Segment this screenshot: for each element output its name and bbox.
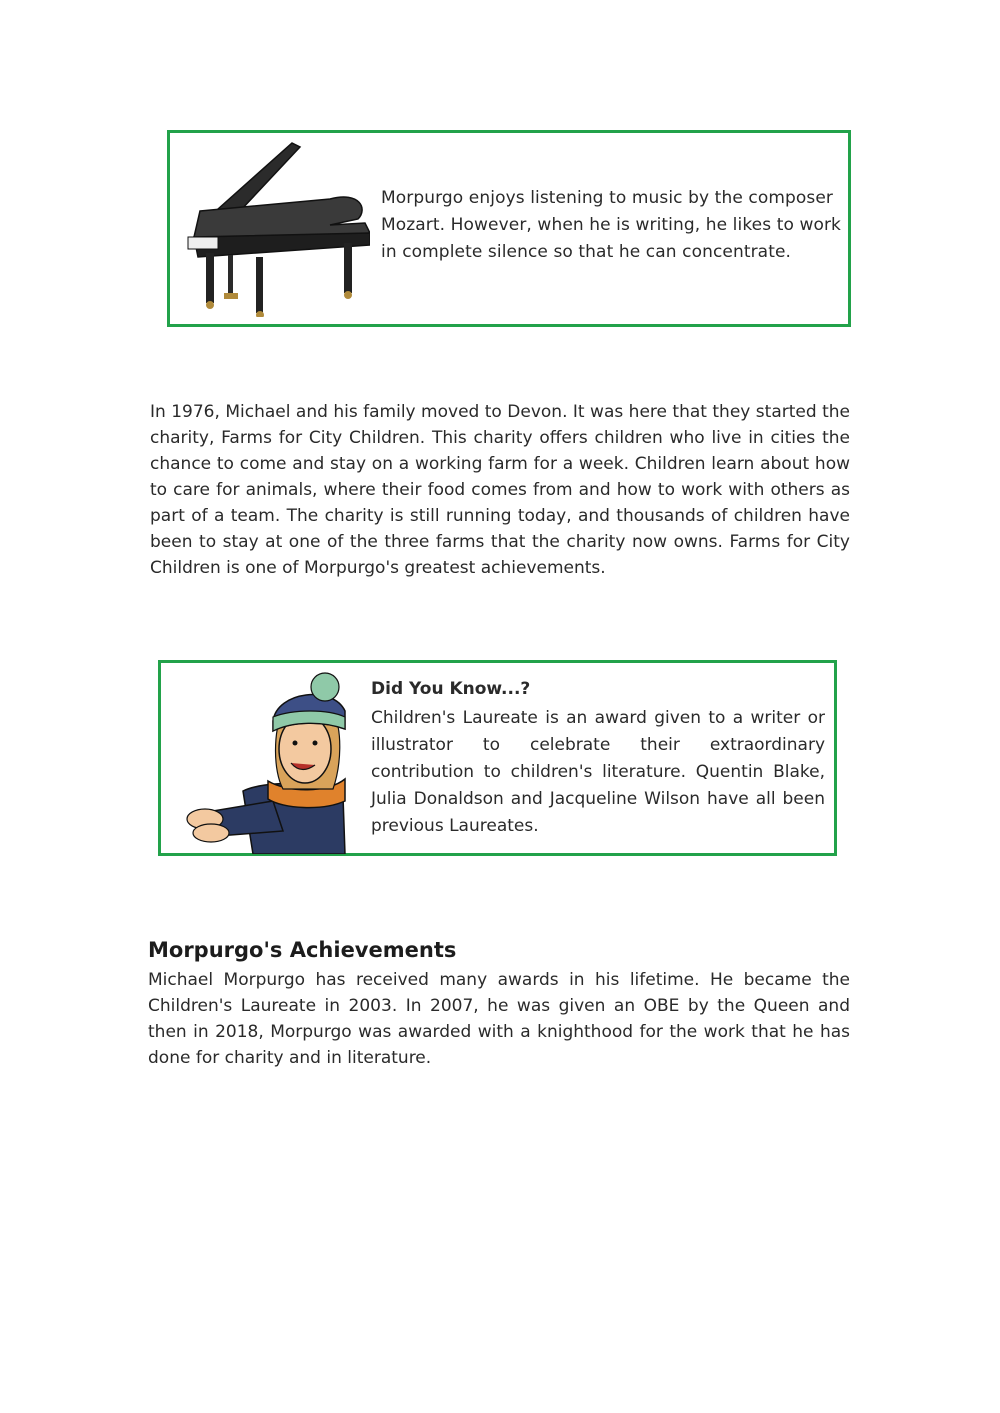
piano-fact-text: Morpurgo enjoys listening to music by the composer Mozart. However, when he is writing, he likes to work in complete silence so that he can concentrate. [381, 188, 841, 262]
achievements-heading: Morpurgo's Achievements [148, 938, 457, 962]
child-in-winter-hat-icon [173, 671, 348, 854]
did-you-know-box [158, 660, 837, 856]
farms-paragraph: In 1976, Michael and his family moved to Devon. It was here that they started the charity, Farms for City Children. This charity offers children who live in cities the chance to come and stay on a working farm for a week. Children learn about how to care for animals, where their food comes from and how to work with others as part of a team. The charity is still running today, and thousands of children have been to stay at one of the three farms that the charity now owns. Farms for City Children is one of Morpurgo's greatest achievements. [150, 402, 850, 578]
grand-piano-icon [180, 139, 370, 317]
achievements-paragraph: Michael Morpurgo has received many awards in his lifetime. He became the Children's Laureate in 2003. In 2007, he was given an OBE by the Queen and then in 2018, Morpurgo was awarded with a knighthood for the work that he has done for charity and in literature. [148, 970, 850, 1068]
piano-fact-box [167, 130, 851, 327]
did-you-know-text: Children's Laureate is an award given to a writer or illustrator to celebrate their extraordinary contribution to children's literature. Quentin Blake, Julia Donaldson and Jacqueline Wilson have all been previous Laureates. [371, 708, 825, 836]
did-you-know-title: Did You Know...? [371, 679, 531, 699]
